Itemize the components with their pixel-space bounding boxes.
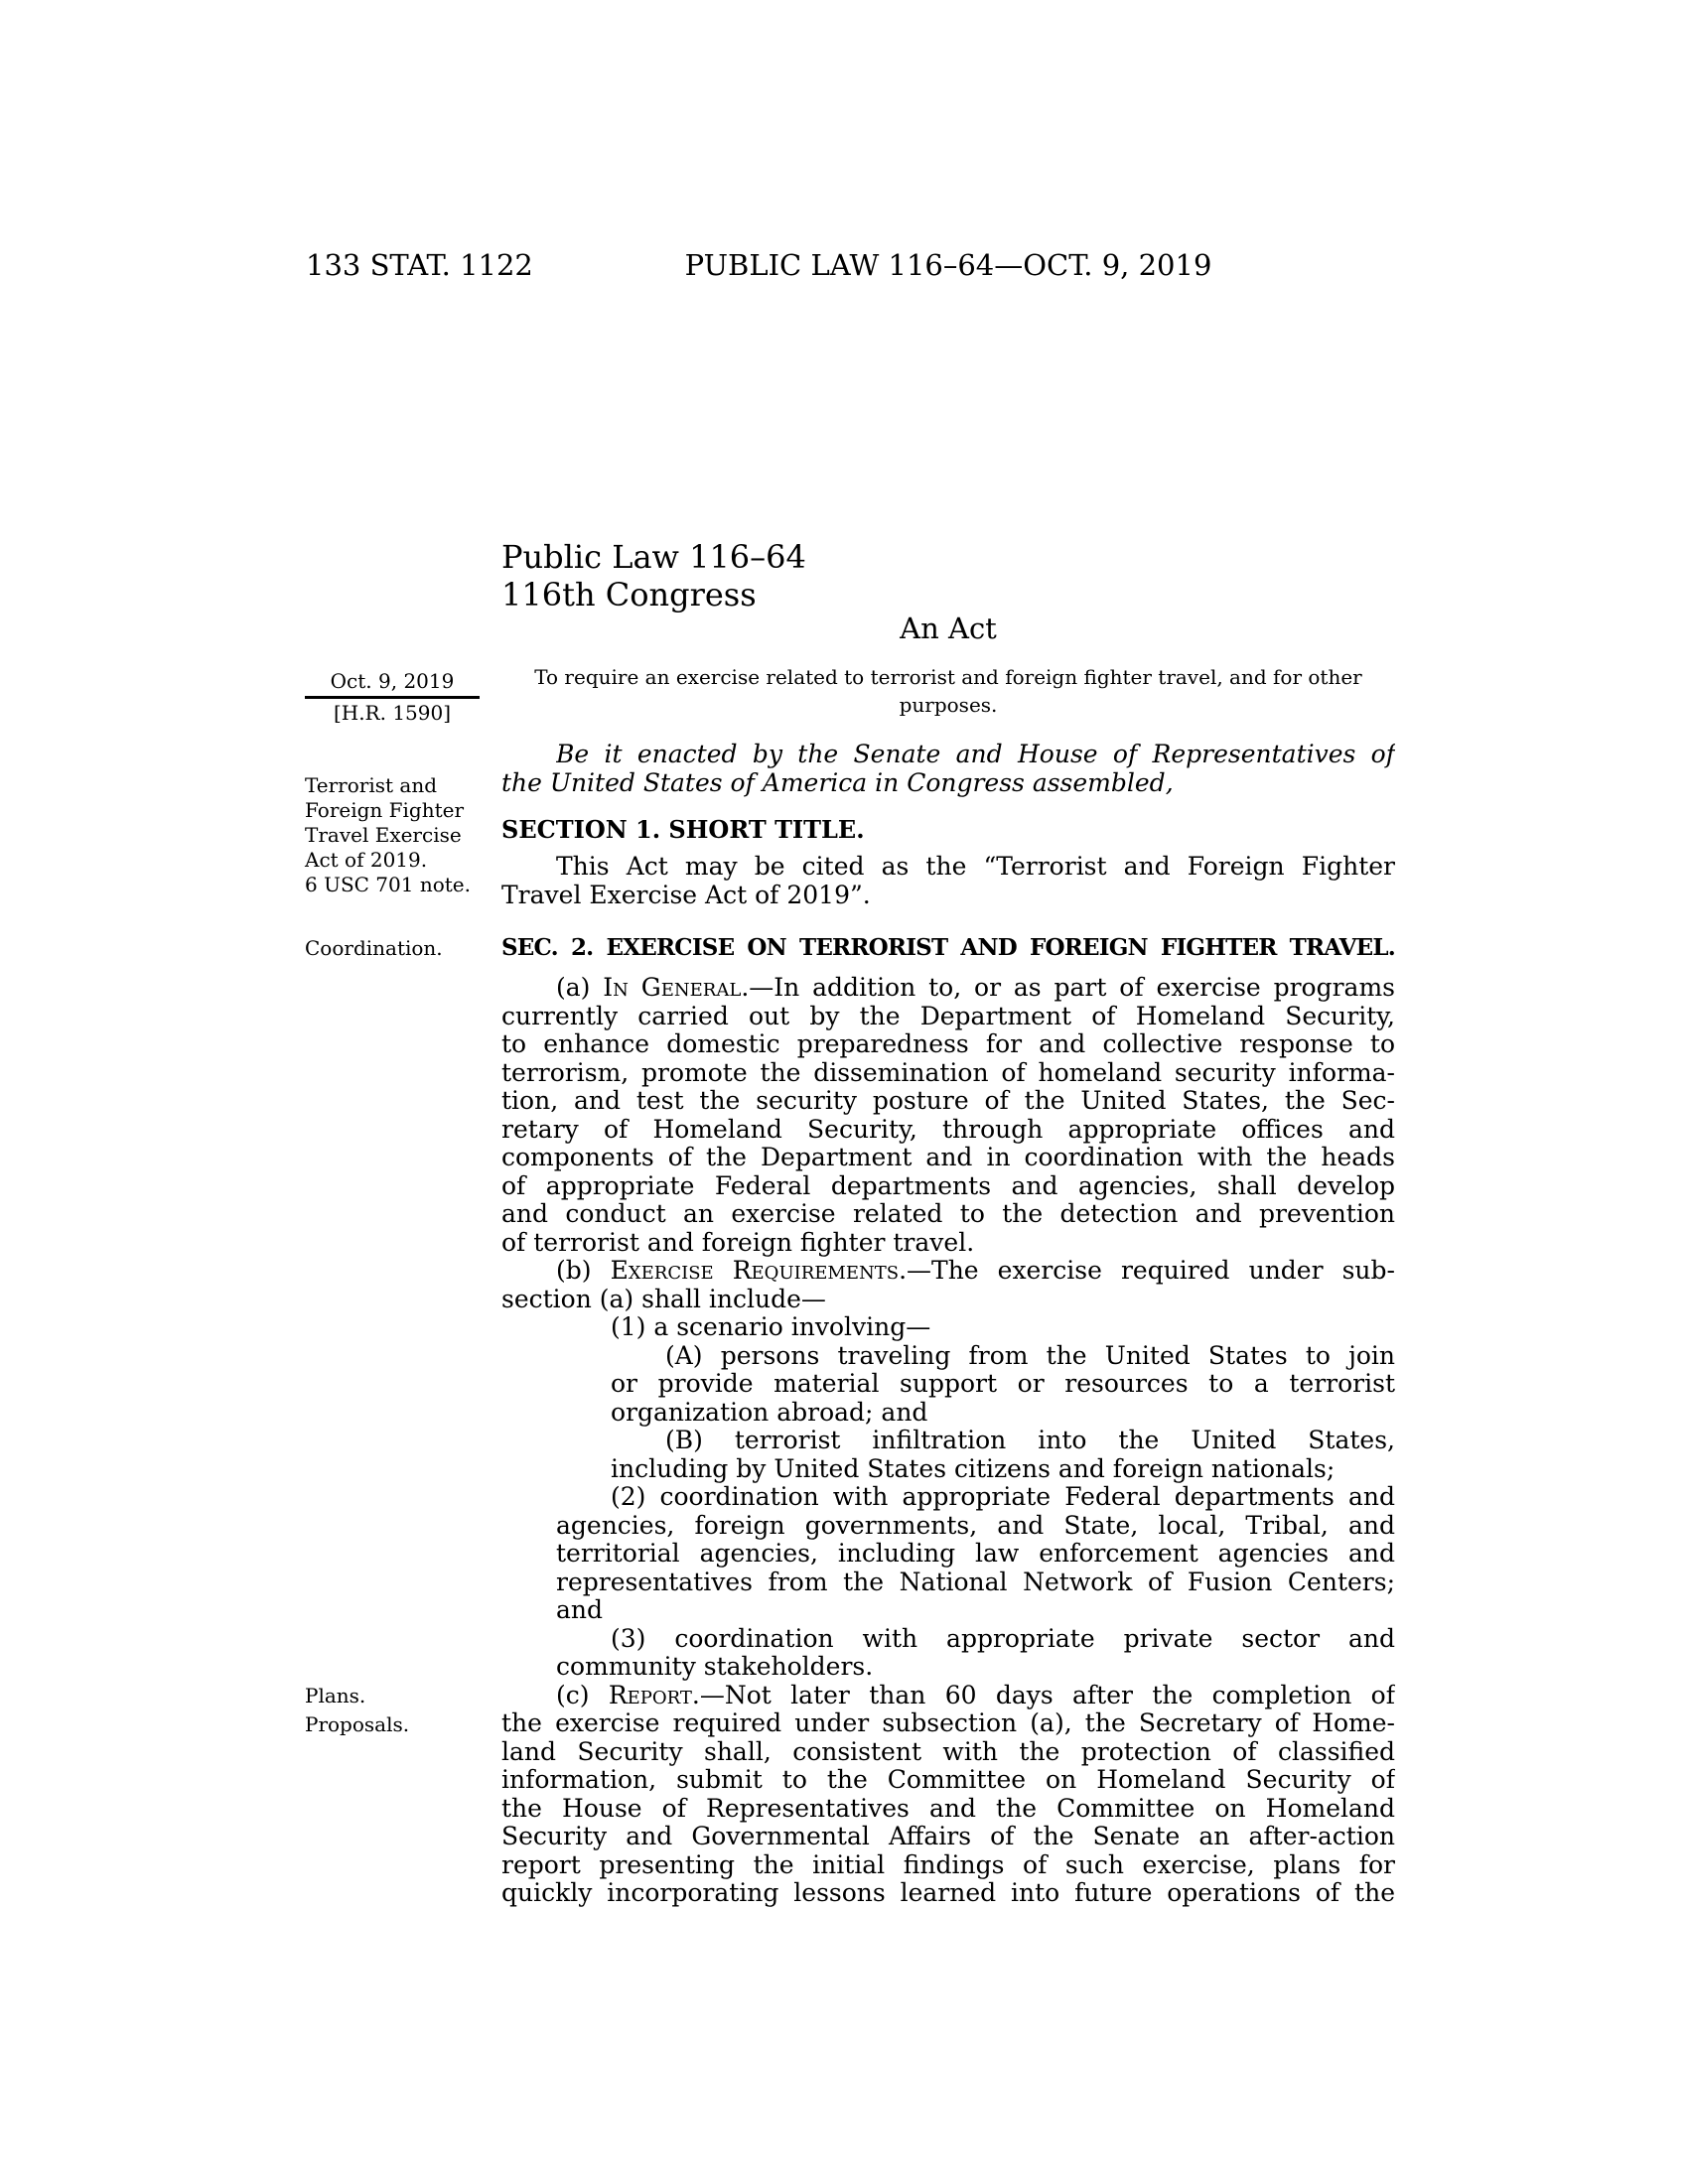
margin-note-rule — [305, 696, 480, 699]
line-text: .—In addition to, or as part of exercise programs — [741, 974, 1395, 1002]
statute-line: This Act may be cited as the “Terrorist and Foreign Fighter — [556, 853, 1395, 881]
statute-line: terrorism, promote the dissemination of homeland security informa- — [501, 1058, 1395, 1087]
statute-line: and — [556, 1596, 604, 1624]
margin-note-line: Act of 2019. — [305, 848, 428, 872]
statute-line: of terrorist and foreign fighter travel. — [501, 1228, 975, 1257]
statute-line: representatives from the National Network of Fusion Centers; — [556, 1568, 1395, 1596]
statute-line: Be it enacted by the Senate and House of Representatives of — [556, 741, 1395, 768]
statute-line: (1) a scenario involving— — [611, 1313, 931, 1341]
statute-line: and conduct an exercise related to the detection and prevention — [501, 1200, 1395, 1228]
law-number-title: Public Law 116–64 — [501, 538, 806, 576]
statute-line: (A) persons traveling from the United States to join — [665, 1341, 1395, 1370]
statute-line: Security and Governmental Affairs of the Senate an after-action — [501, 1823, 1395, 1850]
congress-title: 116th Congress — [501, 576, 757, 614]
preamble-line: purposes. — [899, 693, 998, 717]
preamble-line: To require an exercise related to terrorist and foreign fighter travel, and for other — [534, 665, 1362, 689]
statute-line: organization abroad; and — [611, 1398, 928, 1427]
small-caps-term: Report — [608, 1681, 692, 1709]
statute-line: agencies, foreign governments, and State, local, Tribal, and — [556, 1511, 1395, 1540]
margin-note-date: Oct. 9, 2019 — [330, 669, 455, 693]
statute-line: currently carried out by the Department of Homeland Security, — [501, 1002, 1395, 1030]
statute-line: components of the Department and in coordination with the heads — [501, 1144, 1395, 1171]
preamble — [501, 663, 1395, 719]
subsection-label: (c) — [556, 1681, 609, 1709]
margin-note-coordination: Coordination. — [305, 936, 443, 960]
statute-line: to enhance domestic preparedness for and collective response to — [501, 1030, 1395, 1058]
margin-note-line: Travel Exercise — [305, 823, 462, 847]
statute-line: land Security shall, consistent with the protection of classified — [501, 1737, 1395, 1766]
statute-line: including by United States citizens and foreign nationals; — [611, 1454, 1336, 1483]
margin-note-date-block — [305, 669, 480, 726]
statute-line: quickly incorporating lessons learned into future operations of the — [501, 1879, 1395, 1907]
statute-line: Travel Exercise Act of 2019”. — [501, 881, 871, 909]
statute-line: (3) coordination with appropriate private sector and — [611, 1624, 1395, 1653]
statute-line: or provide material support or resources to a terrorist — [611, 1370, 1395, 1398]
statute-line: section (a) shall include— — [501, 1285, 826, 1313]
margin-note-line: 6 USC 701 note. — [305, 873, 471, 896]
small-caps-term: Exercise Requirements — [610, 1257, 900, 1285]
page-number: 133 STAT. 1122 — [306, 248, 533, 282]
margin-note-short-title — [305, 773, 480, 897]
margin-note-line: Foreign Fighter — [305, 798, 465, 822]
line-text: .—The exercise required under sub- — [899, 1257, 1395, 1285]
section-2-heading: SEC. 2. EXERCISE ON TERRORIST AND FOREIGN FIGHTER TRAVEL. — [501, 934, 1395, 961]
statute-line: territorial agencies, including law enforcement agencies and — [556, 1540, 1395, 1568]
subsection-label: (b) — [556, 1257, 611, 1285]
statute-line: information, submit to the Committee on Homeland Security of — [501, 1766, 1395, 1794]
margin-note-bill: [H.R. 1590] — [333, 701, 452, 725]
statute-line — [556, 1682, 1395, 1710]
title-block — [501, 538, 806, 614]
statute-line: the United States of America in Congress assembled, — [501, 768, 1174, 797]
statute-line: of appropriate Federal departments and agencies, shall develop — [501, 1171, 1395, 1200]
margin-note-line: Terrorist and — [305, 773, 438, 797]
statute-line — [556, 974, 1395, 1003]
statute-line: the House of Representatives and the Committee on Homeland — [501, 1794, 1395, 1823]
margin-note-plans: Plans. — [305, 1684, 366, 1707]
statute-line: report presenting the initial findings of such exercise, plans for — [501, 1850, 1395, 1879]
line-text: .—Not later than 60 days after the completion of — [691, 1681, 1395, 1709]
an-act-heading: An Act — [900, 612, 997, 645]
statute-line: retary of Homeland Security, through appropriate offices and — [501, 1115, 1395, 1144]
section-1-heading: SECTION 1. SHORT TITLE. — [501, 815, 865, 844]
small-caps-term: In General — [603, 974, 742, 1002]
statute-line: tion, and test the security posture of the United States, the Sec- — [501, 1087, 1395, 1115]
statute-line: (B) terrorist infiltration into the United States, — [665, 1427, 1395, 1454]
section-1-text — [501, 853, 1395, 909]
statute-line: the exercise required under subsection (a), the Secretary of Home- — [501, 1709, 1395, 1737]
section-2-text — [501, 974, 1395, 1908]
margin-note-proposals: Proposals. — [305, 1711, 410, 1736]
statute-line — [556, 1257, 1395, 1286]
running-head: PUBLIC LAW 116–64—OCT. 9, 2019 — [684, 248, 1212, 282]
enacting-clause — [501, 741, 1395, 797]
subsection-label: (a) — [556, 974, 604, 1002]
statute-line: (2) coordination with appropriate Federal departments and — [611, 1483, 1395, 1511]
margin-note-plans-proposals — [305, 1682, 480, 1738]
statute-line: community stakeholders. — [556, 1653, 874, 1681]
